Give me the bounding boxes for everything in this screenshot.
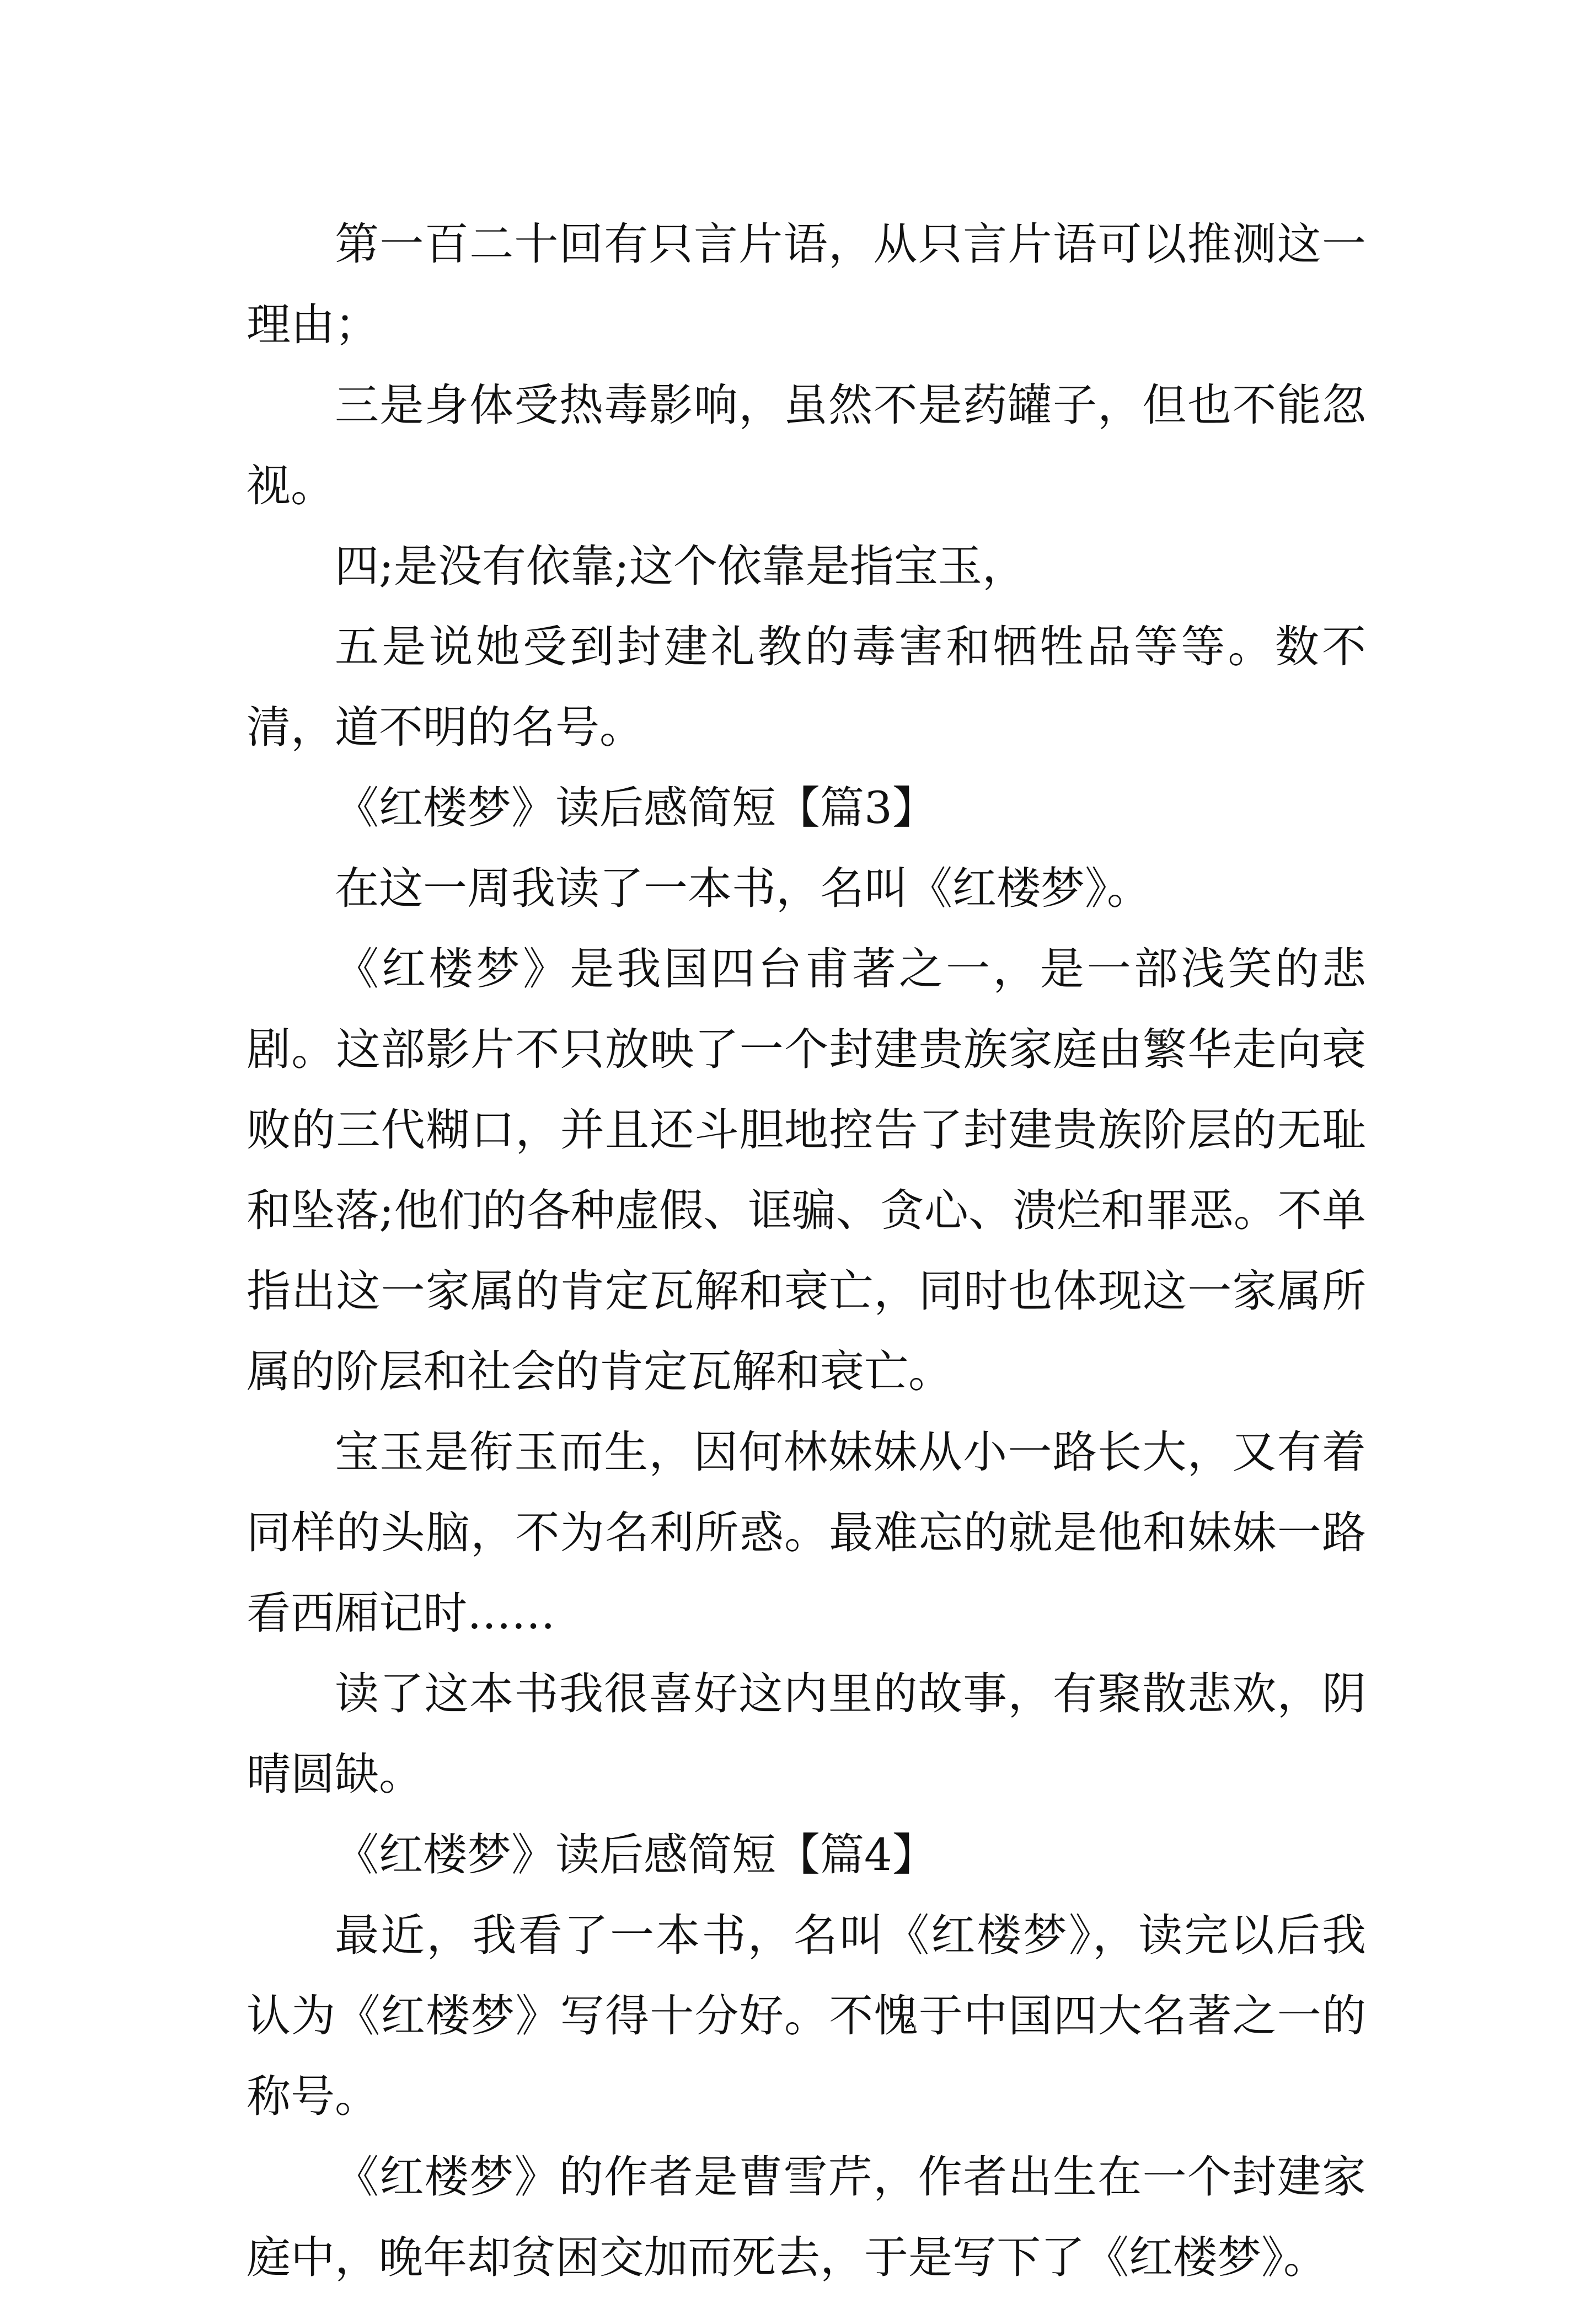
document-body — [247, 204, 1366, 2298]
section-heading-4: 《红楼梦》读后感简短【篇4】 — [335, 1829, 936, 1880]
paragraph-7: 宝玉是衔玉而生，因何林妹妹从小一路长大，又有着同样的头脑，不为名利所惑。最难忘的就是他和妹妹一路看西厢记时…… — [247, 1426, 1366, 1639]
paragraph-1: 第一百二十回有只言片语，从只言片语可以推测这一理由； — [247, 218, 1366, 350]
paragraph-8: 读了这本书我很喜好这内里的故事，有聚散悲欢，阴晴圆缺。 — [247, 1668, 1366, 1800]
paragraph-6: 《红楼梦》是我国四台甫著之一，是一部浅笑的悲剧。这部影片不只放映了一个封建贵族家庭由繁华走向衰败的三代糊口，并且还斗胆地控告了封建贵族阶层的无耻和坠落;他们的各种虚假、诓骗、贪心、溃烂和罪恶。不单指出这一家属的肯定瓦解和衰亡，同时也体现这一家属所属的阶层和社会的肯定瓦解和衰亡。 — [247, 943, 1366, 1397]
paragraph-10: 《红楼梦》的作者是曹雪芹，作者出生在一个封建家庭中，晚年却贫困交加而死去，于是写下了《红楼梦》。 — [247, 2151, 1366, 2283]
paragraph-3: 四;是没有依靠;这个依靠是指宝玉， — [335, 541, 1026, 592]
paragraph-5: 在这一周我读了一本书，名叫《红楼梦》。 — [335, 863, 1151, 914]
paragraph-2: 三是身体受热毒影响，虽然不是药罐子，但也不能忽视。 — [247, 380, 1366, 511]
paragraph-4: 五是说她受到封建礼教的毒害和牺牲品等等。数不清，道不明的名号。 — [247, 621, 1366, 753]
section-heading-3: 《红楼梦》读后感简短【篇3】 — [335, 782, 936, 833]
paragraph-9: 最近，我看了一本书，名叫《红楼梦》，读完以后我认为《红楼梦》写得十分好。不愧于中国四大名著之一的称号。 — [247, 1910, 1366, 2122]
